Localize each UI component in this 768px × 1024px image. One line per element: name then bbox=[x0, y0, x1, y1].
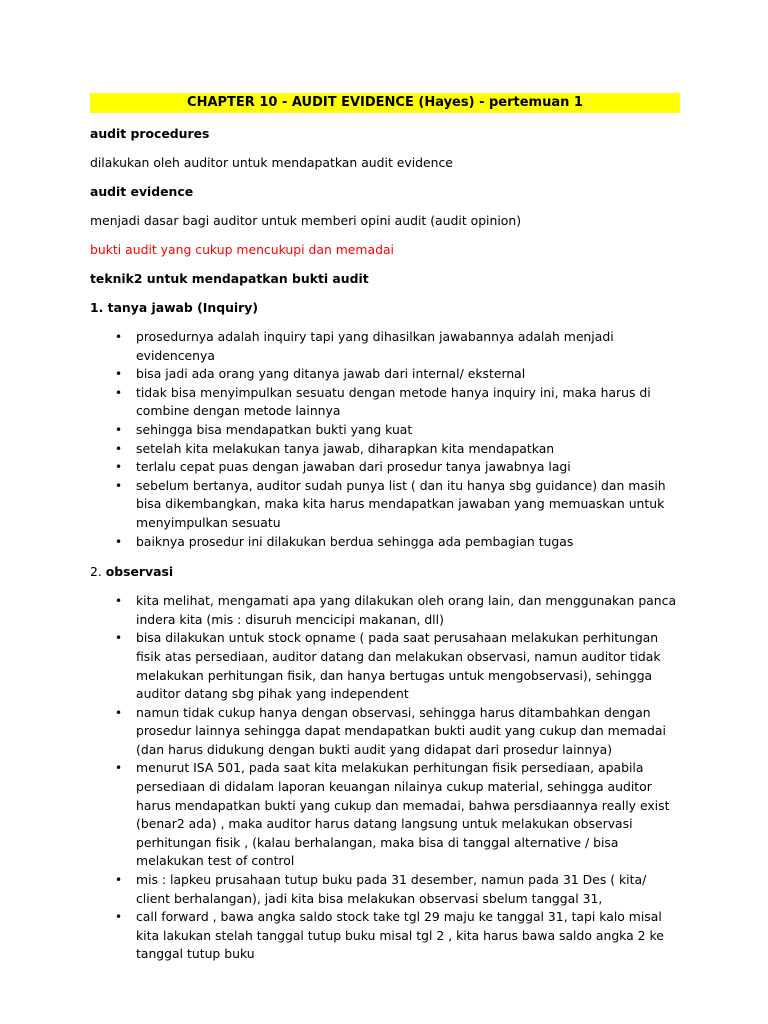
heading-observasi bbox=[90, 563, 680, 580]
chapter-title: CHAPTER 10 - AUDIT EVIDENCE (Hayes) - pertemuan 1 bbox=[90, 93, 680, 113]
bullet-icon: • bbox=[115, 910, 123, 925]
list-item bbox=[90, 533, 680, 552]
bullet-icon: • bbox=[115, 422, 123, 437]
list-item bbox=[90, 365, 680, 384]
heading-audit-procedures: audit procedures bbox=[90, 126, 210, 141]
paragraph-red-note: bukti audit yang cukup mencukupi dan memadai bbox=[90, 242, 394, 257]
list-item bbox=[90, 440, 680, 459]
list-item bbox=[90, 704, 680, 760]
list-item bbox=[90, 871, 680, 908]
list-item-text: sebelum bertanya, auditor sudah punya list ( dan itu hanya sbg guidance) dan masih bisa dikembangkan, maka kita harus mendapatkan jawaban yang memuaskan untuk menyimpulkan sesuatu bbox=[136, 477, 666, 530]
list-item bbox=[90, 384, 680, 421]
observasi-number: 2. bbox=[90, 564, 106, 580]
list-item bbox=[90, 458, 680, 477]
list-item bbox=[90, 908, 680, 964]
bullet-icon: • bbox=[115, 534, 123, 549]
list-item-text: sehingga bisa mendapatkan bukti yang kuat bbox=[136, 421, 413, 437]
list-item-text: bisa jadi ada orang yang ditanya jawab dari internal/ eksternal bbox=[136, 366, 526, 382]
list-item-text: bisa dilakukan untuk stock opname ( pada saat perusahaan melakukan perhitungan fisik atas persediaan, auditor datang dan melakukan observasi, namun auditor tidak melakukan perhitungan fisik, dan hanya bertugas untuk mengobservasi), sehingga auditor datang sbg pihak yang independent bbox=[136, 630, 661, 702]
list-item-text: baiknya prosedur ini dilakukan berdua sehingga ada pembagian tugas bbox=[136, 533, 574, 549]
bullet-icon: • bbox=[115, 631, 123, 646]
bullet-icon: • bbox=[115, 441, 123, 456]
bullet-icon: • bbox=[115, 594, 123, 609]
heading-teknik: teknik2 untuk mendapatkan bukti audit bbox=[90, 271, 369, 286]
paragraph-audit-procedures: dilakukan oleh auditor untuk mendapatkan audit evidence bbox=[90, 155, 453, 170]
bullet-icon: • bbox=[115, 705, 123, 720]
list-item bbox=[90, 759, 680, 871]
list-item-text: menurut ISA 501, pada saat kita melakukan perhitungan fisik persediaan, apabila persediaan di didalam laporan keuangan nilainya cukup material, sehingga auditor harus mendapatkan bukti yang cukup dan memadai, bahwa persdiaannya really exist (benar2 ada) , maka auditor harus datang langsung untuk melakukan observasi perhitungan fisik , (kalau berhalangan, maka bisa di tanggal alternative / bisa melakukan test of control bbox=[136, 760, 670, 869]
inquiry-bullet-list bbox=[90, 328, 680, 551]
bullet-icon: • bbox=[115, 761, 123, 776]
list-item bbox=[90, 421, 680, 440]
bullet-icon: • bbox=[115, 873, 123, 888]
bullet-icon: • bbox=[115, 330, 123, 344]
bullet-icon: • bbox=[115, 478, 123, 493]
list-item bbox=[90, 629, 680, 703]
list-item bbox=[90, 592, 680, 629]
list-item-text: call forward , bawa angka saldo stock take tgl 29 maju ke tanggal 31, tapi kalo misal kita lakukan stelah tanggal tutup buku misal tgl 2 , kita harus bawa saldo angka 2 ke tanggal tutup buku bbox=[136, 909, 664, 962]
bullet-icon: • bbox=[115, 385, 123, 400]
list-item-text: tidak bisa menyimpulkan sesuatu dengan metode hanya inquiry ini, maka harus di combine dengan metode lainnya bbox=[136, 384, 651, 419]
observasi-bullet-list bbox=[90, 592, 680, 964]
list-item-text: mis : lapkeu prusahaan tutup buku pada 31 desember, namun pada 31 Des ( kita/ client berhalangan), jadi kita bisa melakukan observasi sbelum tanggal 31, bbox=[136, 872, 647, 906]
heading-audit-evidence: audit evidence bbox=[90, 184, 194, 199]
list-item-text: kita melihat, mengamati apa yang dilakukan oleh orang lain, dan menggunakan panca indera kita (mis : disuruh mencicipi makanan, dll) bbox=[136, 593, 677, 627]
document-page bbox=[90, 93, 680, 976]
list-item-text: prosedurnya adalah inquiry tapi yang dihasilkan jawabannya adalah menjadi evidencenya bbox=[136, 329, 614, 363]
bullet-icon: • bbox=[115, 367, 123, 382]
list-item-text: namun tidak cukup hanya dengan observasi, sehingga harus ditambahkan dengan prosedur lainnya sehingga dapat mendapatkan bukti audit yang cukup dan memadai (dan harus didukung dengan bukti audit yang didapat dari prosedur lainnya) bbox=[136, 704, 666, 757]
heading-inquiry: 1. tanya jawab (Inquiry) bbox=[90, 300, 258, 315]
list-item-text: setelah kita melakukan tanya jawab, diharapkan kita mendapatkan bbox=[136, 440, 555, 456]
bullet-icon: • bbox=[115, 460, 123, 475]
paragraph-audit-evidence: menjadi dasar bagi auditor untuk memberi opini audit (audit opinion) bbox=[90, 213, 522, 228]
list-item bbox=[90, 328, 680, 365]
list-item-text: terlalu cepat puas dengan jawaban dari prosedur tanya jawabnya lagi bbox=[136, 459, 571, 475]
list-item bbox=[90, 477, 680, 533]
observasi-label: observasi bbox=[105, 564, 174, 580]
